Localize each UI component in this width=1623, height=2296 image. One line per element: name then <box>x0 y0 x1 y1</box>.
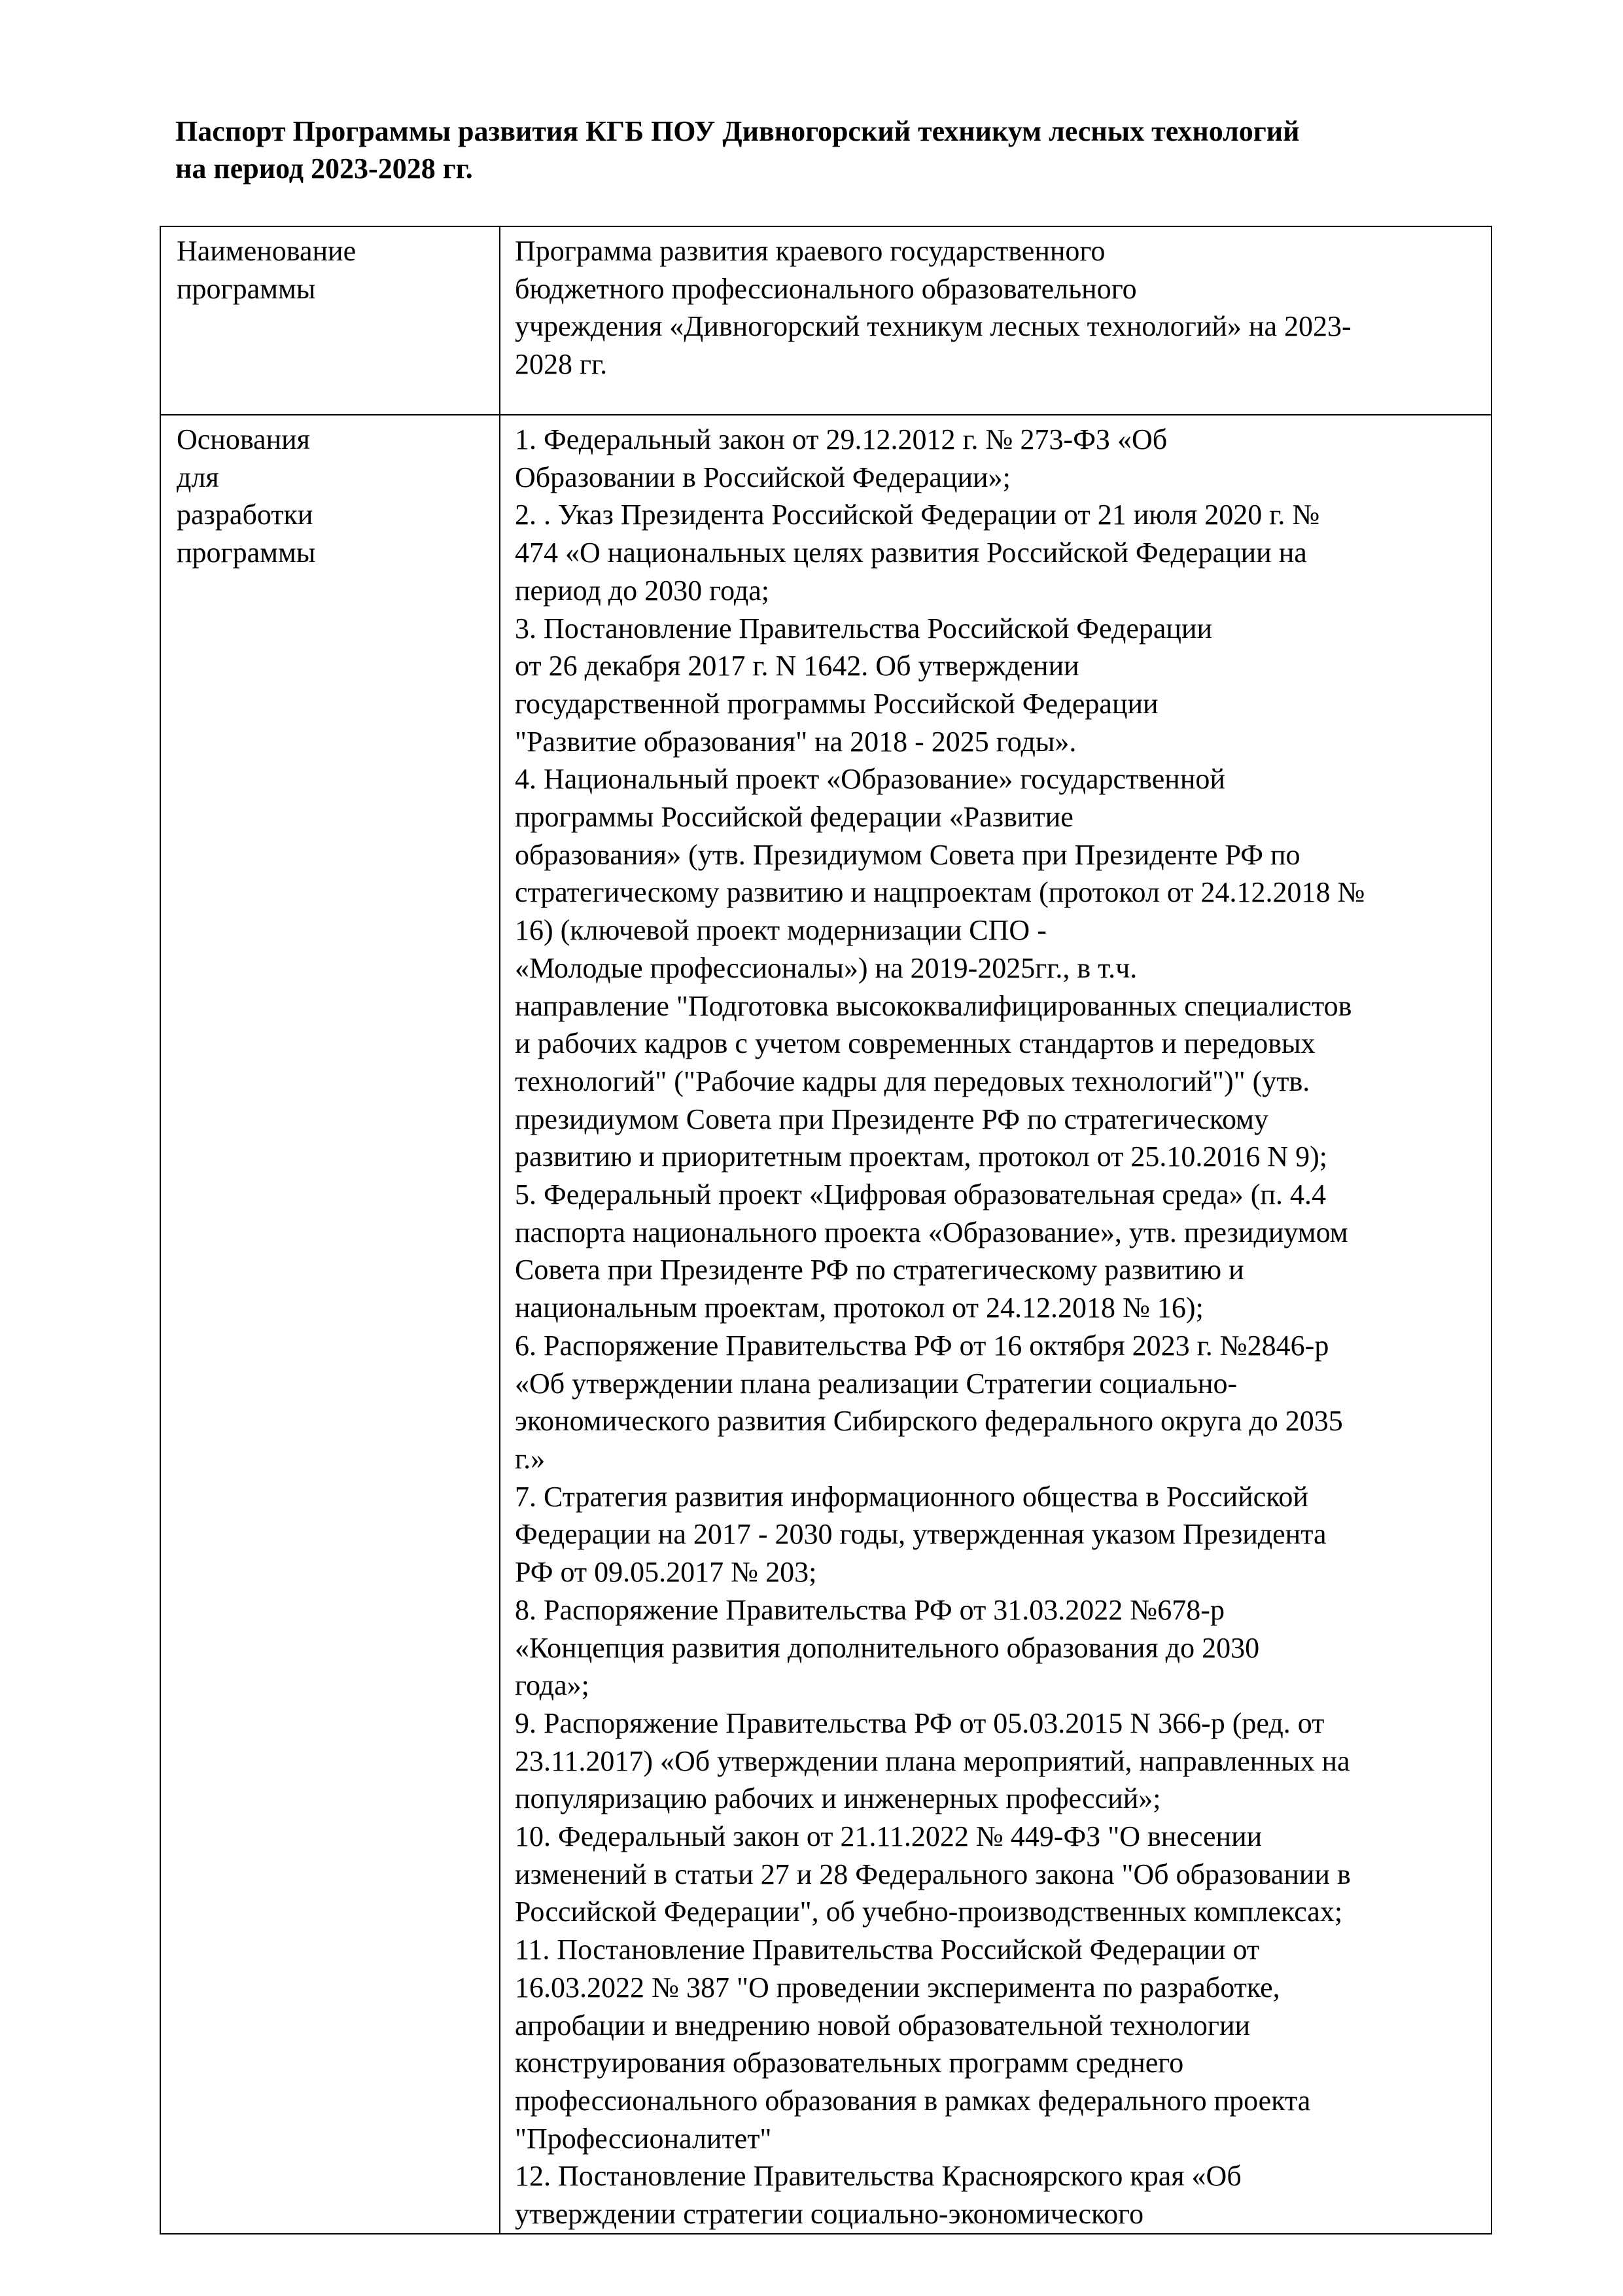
content-line: технологий" ("Рабочие кадры для передовых технологий")" (утв. <box>515 1065 1310 1097</box>
content-line: 3. Постановление Правительства Российской Федерации <box>515 612 1213 645</box>
content-line: президиумом Совета при Президенте РФ по стратегическому <box>515 1103 1269 1135</box>
content-line: от 26 декабря 2017 г. N 1642. Об утверждении <box>515 650 1079 682</box>
row-label-cell <box>160 415 500 2234</box>
content-line: экономического развития Сибирского федерального округа до 2035 <box>515 1405 1343 1438</box>
content-line: Образовании в Российской Федерации»; <box>515 461 1011 493</box>
content-line: 6. Распоряжение Правительства РФ от 16 октября 2023 г. №2846-р <box>515 1329 1329 1362</box>
row-label-cell <box>160 226 500 415</box>
title-line: Паспорт Программы развития КГБ ПОУ Дивногорский техникум лесных технологий <box>175 115 1300 147</box>
row-label-line: программы <box>177 537 316 569</box>
content-line: Федерации на 2017 - 2030 годы, утвержденная указом Президента <box>515 1518 1327 1551</box>
content-line: 1. Федеральный закон от 29.12.2012 г. № 273-ФЗ «Об <box>515 423 1168 455</box>
content-line: стратегическому развитию и нацпроектам (протокол от 24.12.2018 № <box>515 876 1365 909</box>
content-line: 23.11.2017) «Об утверждении плана мероприятий, направленных на <box>515 1744 1350 1777</box>
content-line: "Развитие образования" на 2018 - 2025 годы». <box>515 725 1077 758</box>
table-row-program-name <box>160 226 1492 415</box>
content-line: популяризацию рабочих и инженерных профессий»; <box>515 1782 1161 1815</box>
content-line: «Концепция развития дополнительного образования до 2030 <box>515 1631 1260 1664</box>
content-line: 2028 гг. <box>515 348 608 381</box>
content-line: 12. Постановление Правительства Красноярского края «Об <box>515 2160 1242 2193</box>
content-line: 7. Стратегия развития информационного общества в Российской <box>515 1480 1308 1513</box>
row-label-line: Наименование <box>177 235 357 267</box>
row-label-line: Основания <box>177 423 310 455</box>
content-line: 11. Постановление Правительства Российской Федерации от <box>515 1934 1260 1966</box>
content-line: программы Российской федерации «Развитие <box>515 801 1073 834</box>
content-line: изменений в статьи 27 и 28 Федерального закона "Об образовании в <box>515 1858 1351 1890</box>
content-line: паспорта национального проекта «Образование», утв. президиумом <box>515 1216 1348 1248</box>
content-line: 2. . Указ Президента Российской Федерации от 21 июля 2020 г. № <box>515 499 1320 531</box>
content-line: конструирования образовательных программ среднего <box>515 2047 1184 2079</box>
content-line: 5. Федеральный проект «Цифровая образовательная среда» (п. 4.4 <box>515 1178 1326 1211</box>
content-line: направление "Подготовка высококвалифицированных специалистов <box>515 989 1352 1022</box>
content-line: 16) (ключевой проект модернизации СПО - <box>515 914 1047 947</box>
content-line: 4. Национальный проект «Образование» государственной <box>515 763 1225 796</box>
row-label-line: программы <box>177 272 316 305</box>
content-line: Российской Федерации", об учебно-производственных комплексах; <box>515 1896 1343 1928</box>
content-line: РФ от 09.05.2017 № 203; <box>515 1556 817 1589</box>
content-line: образования» (утв. Президиумом Совета при Президенте РФ по <box>515 838 1300 871</box>
content-line: государственной программы Российской Федерации <box>515 687 1159 720</box>
content-line: г.» <box>515 1442 546 1475</box>
content-line: 474 «О национальных целях развития Российской Федерации на <box>515 537 1307 569</box>
table-row-development-basis <box>160 415 1492 2234</box>
row-content-cell <box>500 415 1492 2234</box>
content-line: апробации и внедрению новой образовательной технологии <box>515 2009 1251 2041</box>
passport-table <box>160 226 1492 2234</box>
row-content-cell <box>500 226 1492 415</box>
content-line: утверждении стратегии социально-экономического <box>515 2198 1144 2231</box>
content-line: и рабочих кадров с учетом современных стандартов и передовых <box>515 1027 1316 1060</box>
content-line: национальным проектам, протокол от 24.12.2018 № 16); <box>515 1292 1204 1324</box>
content-line: развитию и приоритетным проектам, протокол от 25.10.2016 N 9); <box>515 1140 1327 1173</box>
content-line: "Профессионалитет" <box>515 2122 772 2155</box>
content-line: 16.03.2022 № 387 "О проведении эксперимента по разработке, <box>515 1971 1280 2004</box>
content-line: года»; <box>515 1669 589 1702</box>
page-title <box>175 113 1497 187</box>
content-line: 9. Распоряжение Правительства РФ от 05.03.2015 N 366-р (ред. от <box>515 1706 1325 1739</box>
content-line: бюджетного профессионального образовательного <box>515 272 1137 305</box>
content-line: период до 2030 года; <box>515 574 769 607</box>
content-line: Совета при Президенте РФ по стратегическому развитию и <box>515 1254 1244 1286</box>
content-line: «Об утверждении плана реализации Стратегии социально- <box>515 1367 1238 1400</box>
content-line: 8. Распоряжение Правительства РФ от 31.03.2022 №678-р <box>515 1593 1225 1626</box>
content-line: профессионального образования в рамках федерального проекта <box>515 2084 1311 2117</box>
title-line: на период 2023-2028 гг. <box>175 152 473 185</box>
content-line: Программа развития краевого государственного <box>515 235 1106 267</box>
content-line: учреждения «Дивногорский техникум лесных технологий» на 2023- <box>515 310 1352 343</box>
content-line: «Молодые профессионалы») на 2019-2025гг., в т.ч. <box>515 951 1138 984</box>
row-label-line: разработки <box>177 499 313 531</box>
row-label-line: для <box>177 461 219 493</box>
content-line: 10. Федеральный закон от 21.11.2022 № 449-ФЗ "О внесении <box>515 1820 1263 1853</box>
